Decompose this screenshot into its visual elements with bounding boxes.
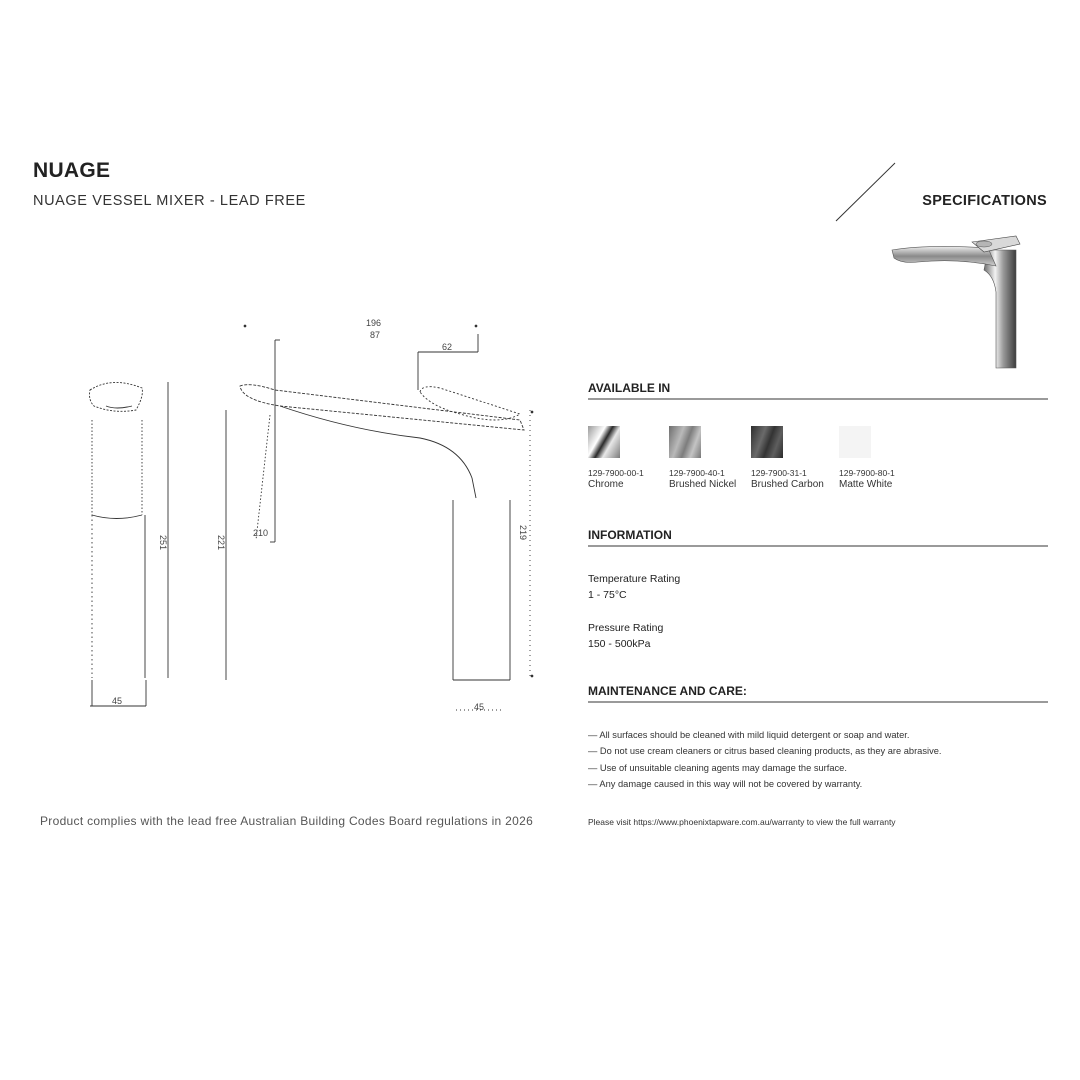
product-subtitle: NUAGE VESSEL MIXER - LEAD FREE [33, 193, 306, 209]
finish-name-brushed-nickel: Brushed Nickel [669, 479, 737, 490]
temperature-rating-label: Temperature Rating [588, 573, 681, 585]
dim-width: 196 [366, 318, 382, 328]
list-item: — Do not use cream cleaners or citrus based cleaning products, as they are abrasive. [588, 743, 941, 759]
finish-chrome [588, 426, 620, 458]
temperature-rating-value: 1 - 75°C [588, 589, 627, 601]
specifications-heading: SPECIFICATIONS [922, 193, 1047, 209]
finish-name-matte-white: Matte White [839, 479, 893, 490]
dim-lever: 62 [442, 342, 453, 352]
available-in-heading: AVAILABLE IN [588, 381, 1048, 400]
product-photo [888, 232, 1028, 372]
finish-code-matte-white: 129-7900-80-1 [839, 468, 895, 478]
brushed-carbon-swatch [751, 426, 783, 458]
finish-brushed-carbon [751, 426, 783, 458]
dim-height-side: 251 [158, 535, 168, 551]
maintenance-heading: MAINTENANCE AND CARE: [588, 684, 1048, 703]
decorative-slash-line [834, 160, 898, 224]
finish-code-brushed-carbon: 129-7900-31-1 [751, 468, 807, 478]
finish-name-brushed-carbon: Brushed Carbon [751, 479, 824, 490]
finish-code-chrome: 129-7900-00-1 [588, 468, 644, 478]
dim-height-front: 221 [216, 535, 226, 551]
pressure-rating-label: Pressure Rating [588, 622, 664, 634]
pressure-rating-value: 150 - 500kPa [588, 638, 651, 650]
information-heading: INFORMATION [588, 528, 1048, 547]
warranty-note: Please visit https://www.phoenixtapware.com.au/warranty to view the full warranty [588, 817, 896, 827]
dim-base-side: 45 [112, 696, 123, 706]
dim-base-front: 45 [474, 702, 485, 712]
compliance-note: Product complies with the lead free Australian Building Codes Board regulations in 2026 [40, 814, 534, 828]
finish-code-brushed-nickel: 129-7900-40-1 [669, 468, 725, 478]
maintenance-list [588, 727, 941, 792]
dim-reach: 87 [370, 330, 381, 340]
dim-body-height: 219 [518, 525, 528, 541]
finish-name-chrome: Chrome [588, 479, 624, 490]
chrome-swatch [588, 426, 620, 458]
technical-drawing [80, 310, 550, 730]
side-view [90, 382, 169, 706]
dim-spout-height: 210 [253, 528, 269, 538]
front-view [226, 325, 533, 710]
brand-title: NUAGE [33, 159, 111, 182]
matte-white-swatch [839, 426, 871, 458]
finish-matte-white [839, 426, 871, 458]
brushed-nickel-swatch [669, 426, 701, 458]
finish-brushed-nickel [669, 426, 701, 458]
list-item: — Use of unsuitable cleaning agents may damage the surface. [588, 760, 941, 776]
list-item: — All surfaces should be cleaned with mild liquid detergent or soap and water. [588, 727, 941, 743]
list-item: — Any damage caused in this way will not be covered by warranty. [588, 776, 941, 792]
